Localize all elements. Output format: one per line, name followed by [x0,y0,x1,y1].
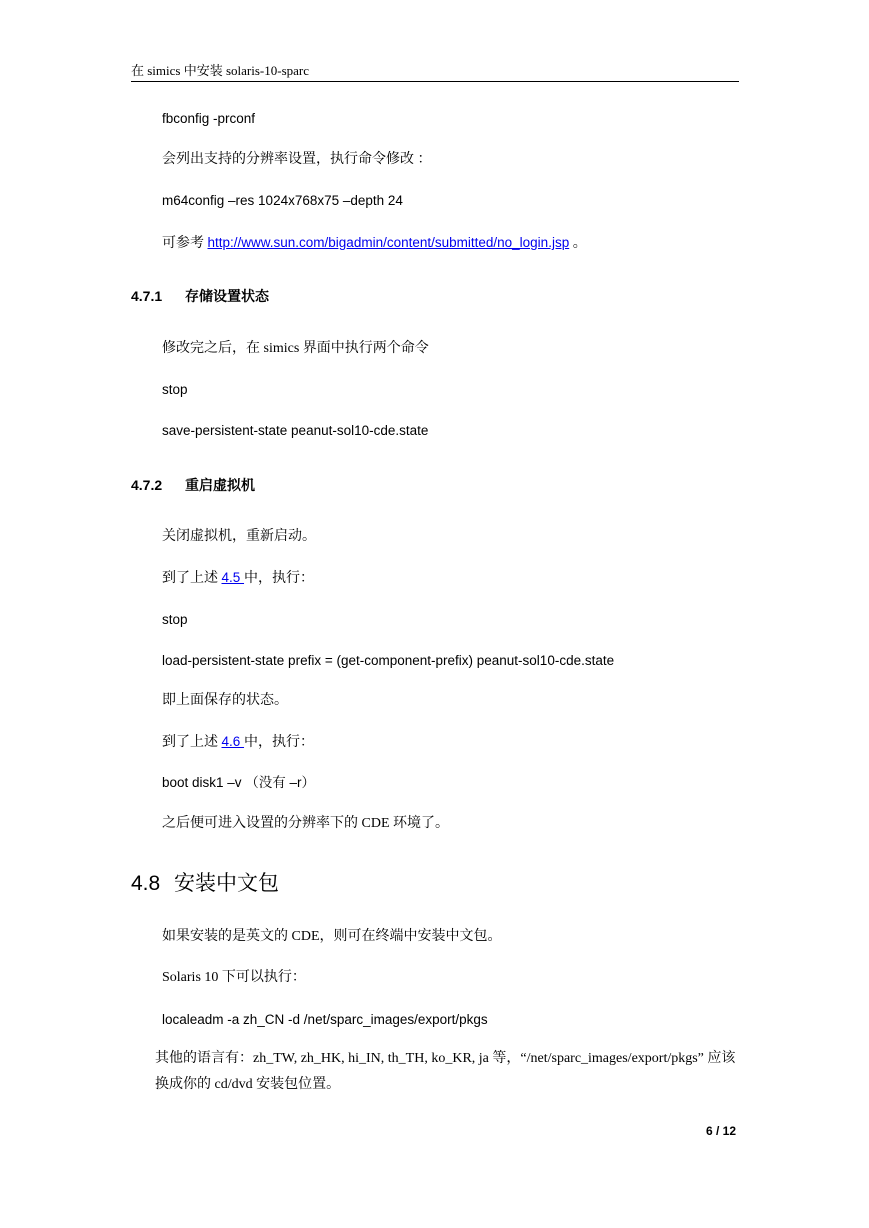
page-number: 6 / 12 [706,1124,737,1138]
stop-command: stop [162,382,188,397]
section-4-7-1-intro: 修改完之后，在 simics 界面中执行两个命令 [162,341,429,356]
step-4-6-suffix: 中，执行： [244,735,315,750]
save-state-command: save-persistent-state peanut-sol10-cde.state [162,423,429,438]
section-4-7-1-heading [131,287,269,305]
section-4-8-heading [131,870,279,897]
load-state-command: load-persistent-state prefix = (get-component-prefix) peanut-sol10-cde.state [162,653,615,668]
other-languages-text: 其他的语言有：zh_TW, zh_HK, hi_IN, th_TH, ko_KR, ja 等，“/net/sparc_images/export/pkgs” 应该换成你的 cd/dvd 安装包位置。 [155,1051,736,1092]
reference-prefix: 可参考 [162,236,208,251]
section-4-6-link[interactable]: 4.6 [221,734,245,749]
fbconfig-command: fbconfig -prconf [162,111,256,126]
section-4-8-number: 4.8 [131,872,161,895]
running-header: 在 simics 中安装 solaris-10-sparc [131,63,310,78]
other-languages-paragraph [131,1046,739,1098]
solaris-line: Solaris 10 下可以执行： [162,970,306,985]
header-rule [131,81,739,82]
stop-command-2: stop [162,612,188,627]
reference-link[interactable]: http://www.sun.com/bigadmin/content/submitted/no_login.jsp [207,235,570,250]
section-4-7-2-heading [131,476,255,494]
step-4-5-prefix: 到了上述 [162,571,222,586]
reference-suffix: 。 [569,236,587,251]
section-4-8-intro: 如果安装的是英文的 CDE，则可在终端中安装中文包。 [162,929,502,944]
m64config-command: m64config –res 1024x768x75 –depth 24 [162,193,403,208]
section-4-7-2-number: 4.7.2 [131,477,163,493]
section-4-7-2-intro: 关闭虚拟机，重新启动。 [162,529,316,544]
step-4-5-suffix: 中，执行： [244,571,315,586]
step-4-6-line [162,733,314,752]
saved-state-note: 即上面保存的状态。 [162,693,288,708]
section-4-7-2-title: 重启虚拟机 [185,477,255,493]
section-4-7-1-title: 存储设置状态 [185,288,269,304]
section-4-7-1-number: 4.7.1 [131,288,163,304]
section-4-8-title: 安装中文包 [174,871,279,895]
cde-environment-text: 之后便可进入设置的分辨率下的 CDE 环境了。 [162,816,449,831]
localeadm-command: localeadm -a zh_CN -d /net/sparc_images/export/pkgs [162,1012,488,1027]
list-resolutions-text: 会列出支持的分辨率设置，执行命令修改 ： [162,152,432,167]
step-4-6-prefix: 到了上述 [162,735,222,750]
section-4-5-link[interactable]: 4.5 [221,570,245,585]
reference-line [162,234,587,253]
step-4-5-line [162,569,314,588]
boot-command: boot disk1 –v （没有 –r） [162,775,316,790]
